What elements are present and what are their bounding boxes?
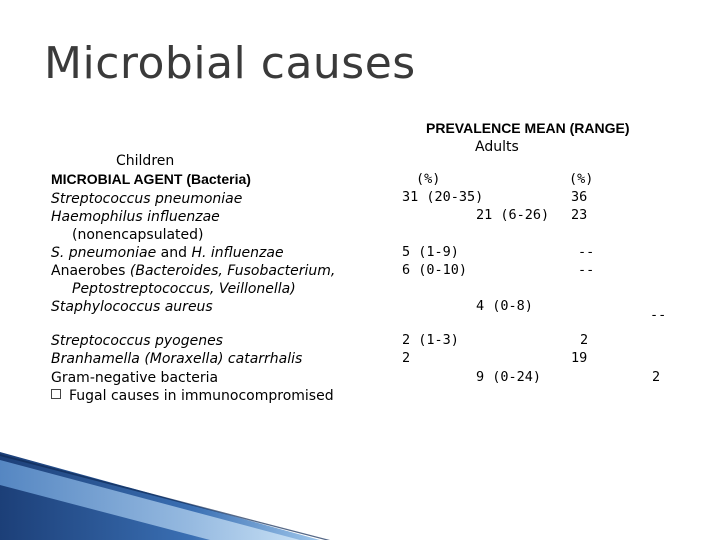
- agent-header: MICROBIAL AGENT (Bacteria): [51, 171, 251, 187]
- bullet-box-icon: [51, 389, 61, 399]
- agent-anaerobes-species: (Bacteroides, Fusobacterium,: [129, 263, 336, 279]
- adults-header: Adults: [475, 139, 519, 155]
- agent-combo-and: and: [156, 245, 192, 261]
- agent-anaerobes: [51, 262, 335, 280]
- agent-staph-aureus: Staphylococcus aureus: [51, 299, 213, 315]
- value-4a: 6 (0-10): [402, 262, 468, 278]
- value-1b: 36: [571, 189, 588, 205]
- prevalence-header: PREVALENCE MEAN (RANGE): [426, 120, 630, 136]
- value-6b: 2: [580, 332, 589, 348]
- value-8b: 2: [652, 369, 661, 385]
- slide-title: Microbial causes: [44, 38, 416, 89]
- agent-combination: [51, 244, 284, 262]
- agent-anaerobes-label: Anaerobes: [51, 263, 130, 279]
- agent-combo-part1: S. pneumoniae: [51, 245, 157, 261]
- agent-strep-pyogenes: Streptococcus pyogenes: [51, 333, 223, 349]
- agent-combo-part2: H. influenzae: [191, 245, 284, 261]
- agent-gram-negative: Gram-negative bacteria: [51, 370, 219, 386]
- agent-strep-pneumoniae: Streptococcus pneumoniae: [51, 191, 243, 207]
- value-1a: 31 (20-35): [402, 189, 484, 205]
- value-4b: --: [578, 262, 595, 278]
- value-5b: --: [650, 307, 667, 323]
- value-7b: 19: [571, 350, 588, 366]
- value-2b: 23: [571, 207, 588, 223]
- agent-haemophilus: Haemophilus influenzae: [51, 209, 220, 225]
- agent-fungal-text: Fugal causes in immunocompromised: [69, 388, 334, 404]
- value-2a: 21 (6-26): [476, 207, 550, 223]
- children-header: Children: [116, 153, 175, 169]
- value-7a: 2: [402, 350, 411, 366]
- agent-haemophilus-note: (nonencapsulated): [72, 227, 204, 243]
- value-5a: 4 (0-8): [476, 298, 533, 314]
- value-3b: --: [578, 244, 595, 260]
- pct-right: (%): [569, 171, 594, 187]
- agent-branhamella: Branhamella (Moraxella) catarrhalis: [51, 351, 303, 367]
- decorative-swoosh: [0, 440, 720, 540]
- pct-left: (%): [416, 171, 441, 187]
- value-6a: 2 (1-3): [402, 332, 459, 348]
- value-8a: 9 (0-24): [476, 369, 542, 385]
- value-3a: 5 (1-9): [402, 244, 459, 260]
- agent-fungal: [51, 387, 334, 405]
- agent-anaerobes-species-2: Peptostreptococcus, Veillonella): [72, 281, 296, 297]
